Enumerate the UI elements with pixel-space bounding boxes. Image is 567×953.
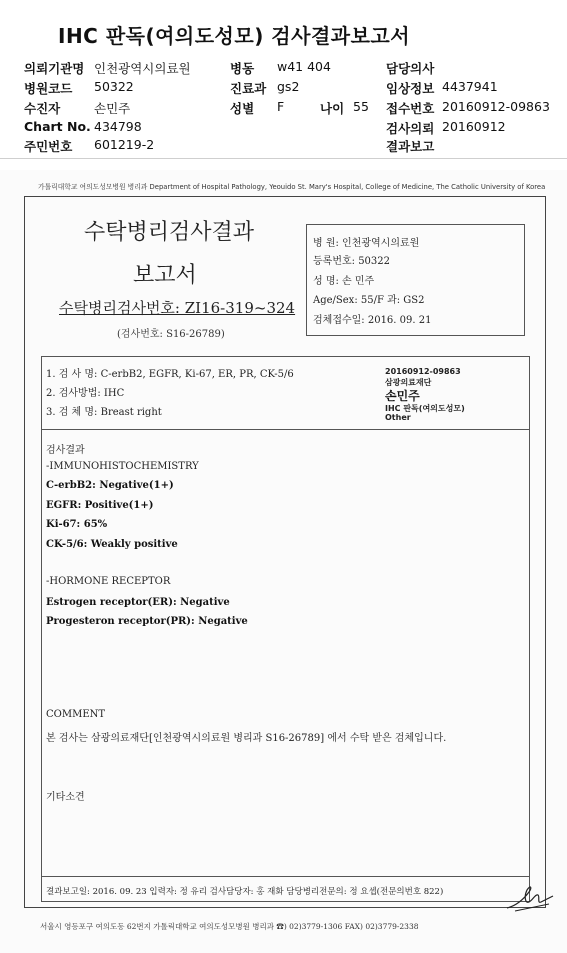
label-sticker-test: IHC 판독(여의도성모) — [385, 404, 465, 413]
exam-item-method: 2. 검사방법: IHC — [46, 388, 125, 399]
signature-mark — [505, 880, 555, 914]
result-box-bottom-divider — [41, 876, 530, 877]
label-resident-no: 주민번호 — [24, 139, 73, 154]
label-sticker-name: 손민주 — [385, 389, 420, 403]
section-hormone: -HORMONE RECEPTOR — [46, 576, 171, 587]
label-institution: 의뢰기관명 — [24, 61, 85, 76]
label-sticker-org: 삼광의료재단 — [385, 378, 432, 387]
info-hospital: 병 원: 인천광역시의료원 — [313, 238, 420, 249]
label-ward: 병동 — [230, 61, 255, 76]
value-patient: 손민주 — [94, 101, 131, 116]
value-sex: F — [277, 99, 285, 114]
info-receipt-date: 검체접수일: 2016. 09. 21 — [313, 315, 432, 326]
value-request-date: 20160912 — [442, 119, 506, 134]
label-patient: 수진자 — [24, 101, 61, 116]
value-resident-no: 601219-2 — [94, 137, 155, 152]
value-age: 55 — [353, 99, 369, 114]
label-request-date: 검사의뢰 — [386, 121, 435, 136]
label-result-report: 결과보고 — [386, 139, 435, 154]
info-name: 성 명: 손 민주 — [313, 276, 375, 287]
hormone-result-er: Estrogen receptor(ER): Negative — [46, 597, 230, 608]
header-divider — [0, 158, 567, 159]
label-clinical-info: 임상정보 — [386, 81, 435, 96]
comment-text: 본 검사는 삼광의료재단[인천광역시의료원 병리과 S16-26789] 에서 수탁 받은 검체입니다. — [46, 733, 447, 744]
value-clinical-info: 4437941 — [442, 79, 498, 94]
label-age: 나이 — [320, 101, 345, 116]
label-department: 진료과 — [230, 81, 267, 96]
comment-title: COMMENT — [46, 709, 106, 720]
result-box-divider — [41, 429, 530, 430]
value-hospital-code: 50322 — [94, 79, 134, 94]
label-sex: 성별 — [230, 101, 255, 116]
ihc-result-c-erbb2: C-erbB2: Negative(1+) — [46, 480, 174, 491]
footer-address: 서울시 영등포구 여의도동 62번지 가톨릭대학교 여의도성모병원 병리과 ☎) 02)3779-1306 FAX) 02)3779-2338 — [40, 922, 419, 931]
exam-item-specimen: 3. 검 체 명: Breast right — [46, 407, 162, 418]
results-title: 검사결과 — [46, 445, 85, 456]
label-chart-no: Chart No. — [24, 119, 91, 134]
result-box — [41, 356, 530, 902]
ihc-result-ki67: Ki-67: 65% — [46, 519, 108, 530]
label-sticker-number: 20160912-09863 — [385, 367, 461, 376]
label-receipt-no: 접수번호 — [386, 101, 435, 116]
institution-line: 가톨릭대학교 여의도성모병원 병리과 Department of Hospital Pathology, Yeouido St. Mary's Hospital, College of Medicine, The Catholic University of Korea — [38, 183, 546, 191]
label-sticker-other: Other — [385, 413, 411, 422]
value-institution: 인천광역시의료원 — [94, 61, 191, 76]
ihc-result-ck56: CK-5/6: Weakly positive — [46, 539, 178, 550]
section-ihc: -IMMUNOHISTOCHEMISTRY — [46, 461, 199, 472]
exam-number: (검사번호: S16-26789) — [117, 329, 225, 340]
report-signoff-line: 결과보고일: 2016. 09. 23 입력자: 정 유리 검사담당자: 홍 재화 담당병리전문의: 정 요셉(전문의번호 822) — [46, 887, 444, 897]
ihc-result-egfr: EGFR: Positive(1+) — [46, 500, 154, 511]
hormone-result-pr: Progesteron receptor(PR): Negative — [46, 616, 248, 627]
label-hospital-code: 병원코드 — [24, 81, 73, 96]
value-department: gs2 — [277, 79, 300, 94]
info-reg-no: 등록번호: 50322 — [313, 256, 390, 267]
value-receipt-no: 20160912-09863 — [442, 99, 550, 114]
info-age-sex: Age/Sex: 55/F 과: GS2 — [313, 295, 425, 306]
exam-item-test-name: 1. 검 사 명: C-erbB2, EGFR, Ki-67, ER, PR, CK-5/6 — [46, 369, 294, 380]
form-title-line2: 보고서 — [133, 263, 197, 288]
value-ward: w41 404 — [277, 59, 331, 74]
label-doctor: 담당의사 — [386, 61, 435, 76]
other-findings-label: 기타소견 — [46, 792, 85, 803]
form-title-line1: 수탁병리검사결과 — [84, 220, 255, 245]
specimen-number: 수탁병리검사번호: ZI16-319~324 — [59, 299, 296, 317]
value-chart-no: 434798 — [94, 119, 142, 134]
report-title: IHC 판독(여의도성모) 검사결과보고서 — [58, 24, 411, 48]
